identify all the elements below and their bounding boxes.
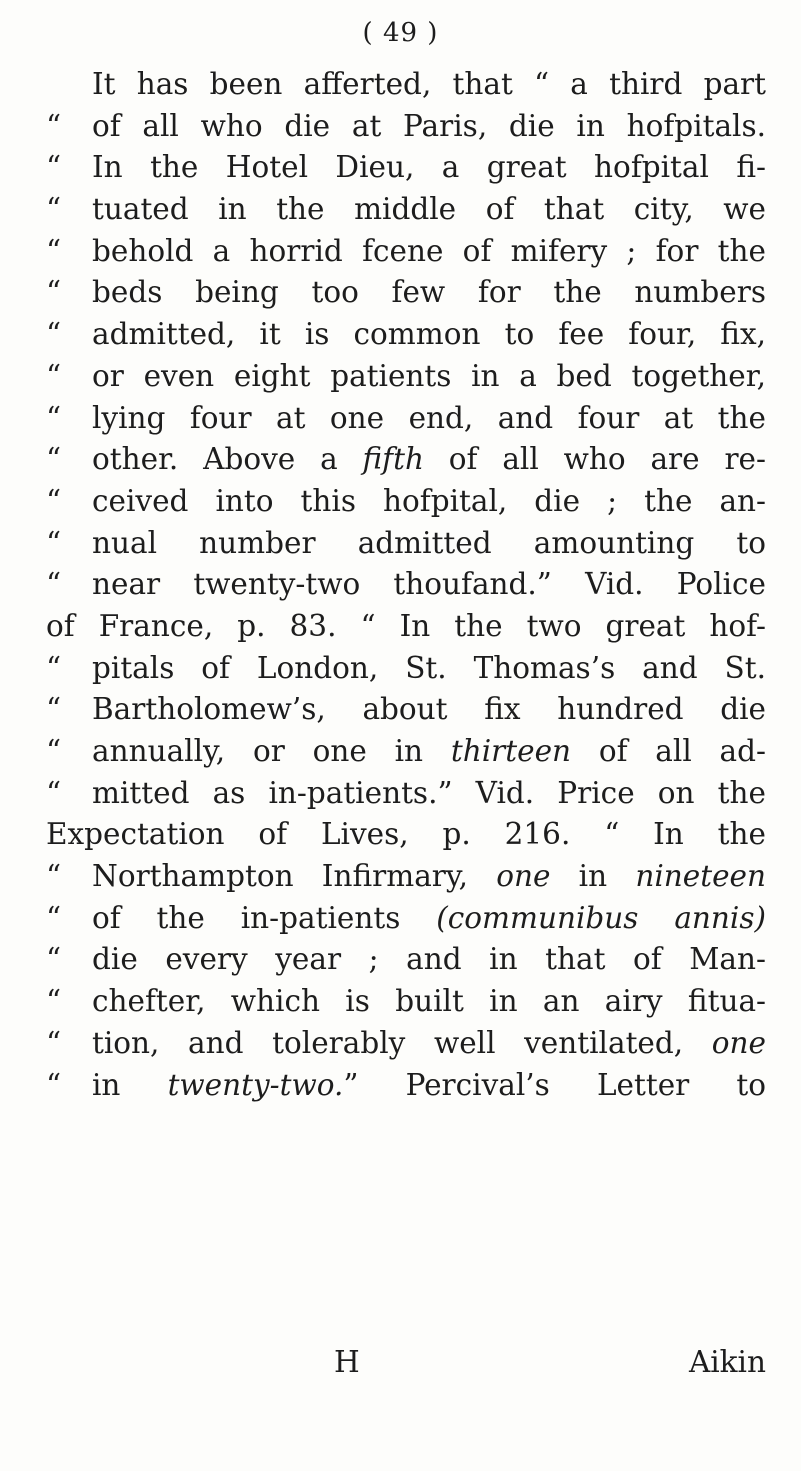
page-number: ( 49 ) [362, 18, 439, 48]
text-line: It has been afferted, that “ a third part [92, 67, 766, 101]
text-line: “ lying four at one end, and four at the [46, 400, 766, 435]
text-line: “ annually, or one in thirteen of all ad- [46, 734, 766, 768]
body-text [46, 64, 766, 1106]
text-line: “ chefter, which is built in an airy fitua- [46, 984, 766, 1019]
text-line: “ admitted, it is common to fee four, fix, [46, 317, 766, 352]
text-line: “ in twenty-two.” Percival’s Letter to [46, 1067, 767, 1102]
text-line: “ nual number admitted amounting to [46, 525, 766, 560]
text-line: “ other. Above a fifth of all who are re- [46, 442, 766, 477]
text-line: “ ceived into this hofpital, die ; the an- [46, 483, 766, 518]
text-line: Expectation of Lives, p. 216. “ In the [46, 817, 766, 852]
text-line: “ near twenty-two thoufand.” Vid. Police [46, 567, 766, 602]
text-line: “ mitted as in-patients.” Vid. Price on the [46, 775, 766, 810]
text-line: “ In the Hotel Dieu, a great hofpital fi- [46, 150, 766, 185]
text-line: “ of the in-patients (communibus annis) [46, 900, 766, 935]
text-line: “ die every year ; and in that of Man- [46, 942, 766, 977]
signature-mark: H [334, 1345, 360, 1379]
page-footer [46, 1345, 766, 1385]
text-line: “ Bartholomew’s, about fix hundred die [46, 692, 766, 727]
text-line: “ beds being too few for the numbers [46, 275, 766, 310]
text-line: “ or even eight patients in a bed together, [46, 358, 766, 393]
text-line: “ tion, and tolerably well ventilated, one [46, 1025, 766, 1060]
text-line: of France, p. 83. “ In the two great hof- [46, 608, 766, 643]
text-line: “ of all who die at Paris, die in hofpitals. [46, 108, 766, 143]
text-line: “ tuated in the middle of that city, we [46, 192, 766, 227]
text-line: “ Northampton Infirmary, one in nineteen [46, 859, 766, 894]
text-line: “ pitals of London, St. Thomas’s and St. [46, 650, 766, 685]
text-line: “ behold a horrid fcene of mifery ; for the [46, 233, 766, 268]
catchword: Aikin [688, 1345, 766, 1379]
